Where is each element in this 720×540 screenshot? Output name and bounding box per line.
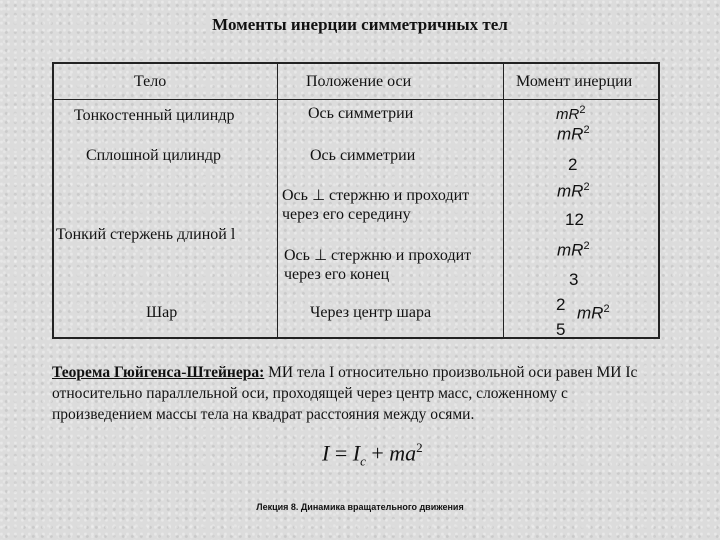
header-body: Тело <box>134 73 167 90</box>
moment-rod-center-numerator: $mR^2$ <box>557 181 590 201</box>
moment-rod-end-denominator: 3 <box>569 270 579 289</box>
body-sphere: Шар <box>146 304 178 321</box>
moment-solid-cylinder-numerator: $mR^2$ <box>557 124 590 144</box>
theorem-paragraph <box>52 362 668 425</box>
axis-symmetry-thin: Ось симметрии <box>308 105 414 122</box>
moment-solid-cylinder-denominator: 2 <box>568 155 578 174</box>
moment-sphere-coef-numerator: 2 <box>556 295 566 314</box>
moment-rod-end-numerator: $mR^2$ <box>557 240 590 260</box>
axis-rod-end-rest: стержню и проходит <box>331 247 472 264</box>
axis-rod-center-line2: через его середину <box>282 206 411 223</box>
perpendicular-icon: ⊥ <box>313 246 328 264</box>
theorem-text: МИ тела I относительно произвольной оси равен МИ Ic относительно параллельной оси, проходящей через центр масс, сложенному с произведением массы тела на квадрат расстояния между осями. <box>52 364 638 423</box>
axis-rod-end-line2: через его конец <box>284 266 390 283</box>
moment-rod-center-denominator: 12 <box>565 210 584 229</box>
body-solid-cylinder: Сплошной цилиндр <box>86 147 222 164</box>
perpendicular-icon: ⊥ <box>311 186 326 204</box>
axis-rod-end-word: Ось <box>284 247 310 264</box>
header-axis: Положение оси <box>306 73 412 90</box>
axis-rod-center-word: Ось <box>282 187 308 204</box>
header-moment: Момент инерции <box>516 73 633 90</box>
table-column-divider-1 <box>277 62 278 339</box>
body-rod: Тонкий стержень длиной l <box>56 226 236 243</box>
steiner-formula: $I = I_c + ma^2$ <box>322 440 423 469</box>
table-column-divider-2 <box>503 62 504 339</box>
axis-rod-center-line1 <box>282 186 469 205</box>
body-thin-cylinder: Тонкостенный цилиндр <box>74 107 235 124</box>
axis-rod-end-line1 <box>284 246 471 265</box>
moment-sphere: $mR^2$ <box>577 303 610 323</box>
moment-thin-cylinder: $mR^2$ <box>556 104 586 123</box>
page-title: Моменты инерции симметричных тел <box>212 15 508 34</box>
moment-sphere-coef-denominator: 5 <box>556 320 566 339</box>
table-header-divider <box>52 99 660 100</box>
footer-lecture-title: Лекция 8. Динамика вращательного движения <box>256 502 464 512</box>
axis-rod-center-rest: стержню и проходит <box>329 187 470 204</box>
axis-sphere-center: Через центр шара <box>310 304 432 321</box>
axis-symmetry-solid: Ось симметрии <box>310 147 416 164</box>
theorem-title: Теорема Гюйгенса-Штейнера: <box>52 364 265 381</box>
